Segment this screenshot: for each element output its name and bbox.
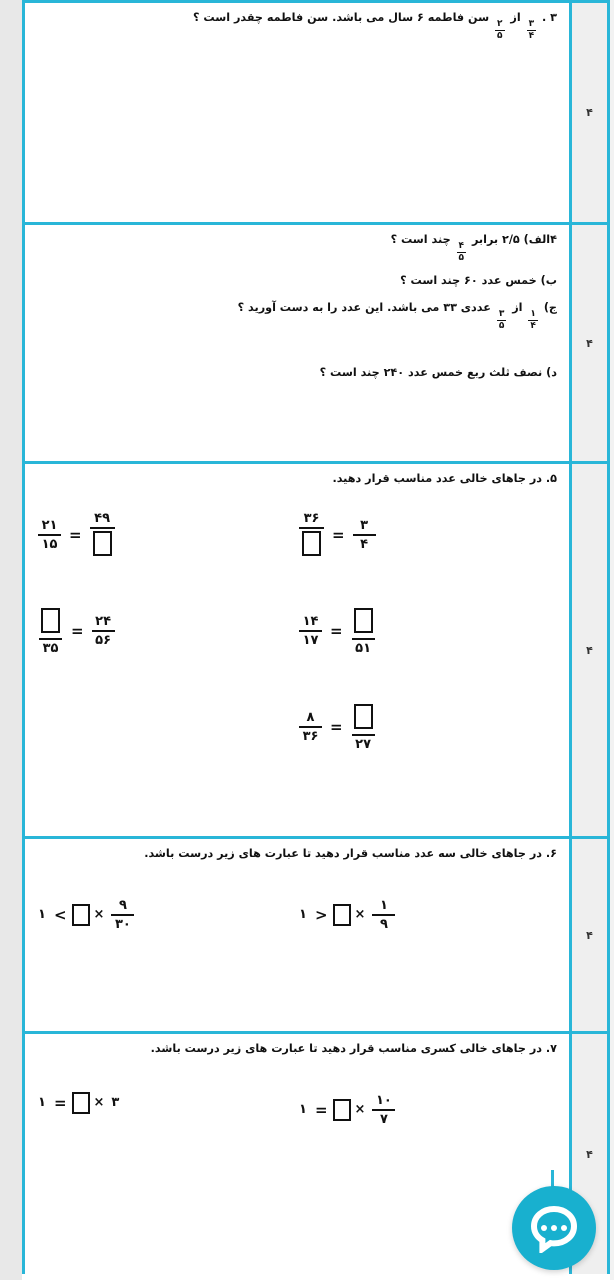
- part-label: د): [546, 365, 557, 379]
- fraction-numerator: ۱۰: [375, 1092, 392, 1108]
- question-3-connector: از: [510, 11, 521, 24]
- left-fraction: [92, 613, 115, 649]
- right-fraction: [299, 709, 322, 745]
- equation-7-1-left: [296, 1092, 398, 1128]
- question-7-heading: ۷. در جاهای خالی کسری مناسب قرار دهید تا عبارت های زیر درست باشد.: [150, 1042, 557, 1055]
- question-3-tail: سن فاطمه ۶ سال می باشد. سن فاطمه چقدر است ؟: [192, 11, 490, 24]
- equation-cell-right: [35, 1092, 296, 1114]
- blank-box[interactable]: [354, 608, 373, 633]
- equation-6-1-right: [35, 897, 137, 933]
- equation-cell-right: [35, 510, 296, 561]
- fraction-numerator-blank: [351, 702, 376, 734]
- equals-sign: =: [332, 526, 345, 545]
- question-5-equation-row-2: [35, 606, 557, 657]
- fraction-numerator: ۲۱: [41, 518, 58, 534]
- question-5-equation-row-3: [35, 702, 557, 753]
- equation-6-1-left: [296, 897, 398, 933]
- right-fraction: [38, 517, 61, 553]
- fraction-numerator: ۲: [497, 19, 503, 30]
- question-4-part-a: [35, 232, 557, 263]
- part-text-pre: ۲/۵ برابر: [471, 233, 520, 246]
- question-4-part-d: [35, 365, 557, 382]
- fraction-denominator: ۵: [498, 320, 505, 331]
- equation-result: ۱: [38, 907, 46, 923]
- part-label: ب): [540, 274, 557, 288]
- fraction-numerator: ۲۴: [95, 614, 112, 630]
- equals-sign: =: [314, 1100, 328, 1119]
- question-6-score: ۴: [569, 839, 607, 1031]
- multiply-sign: ×: [93, 907, 105, 923]
- multiply-sign: ×: [93, 1095, 105, 1111]
- fraction-denominator: ۵: [497, 31, 503, 42]
- equation-cell-left: [296, 606, 557, 657]
- fraction-denominator: ۳۵: [39, 638, 62, 657]
- chat-bubble-dots-icon: [529, 1203, 579, 1253]
- fab-dot: [541, 1225, 547, 1231]
- fraction-denominator: ۵۱: [352, 638, 375, 657]
- fraction-denominator: ۹: [372, 914, 395, 933]
- equation-cell-left: [296, 897, 557, 933]
- question-3-score: ۴: [569, 3, 607, 222]
- left-fraction: [372, 1092, 395, 1128]
- fab-dot: [561, 1225, 567, 1231]
- question-block-4: [22, 222, 610, 461]
- part-text: خمس عدد ۶۰ چند است ؟: [400, 274, 537, 288]
- right-fraction: [38, 606, 63, 657]
- blank-box[interactable]: [333, 904, 351, 926]
- equation-cell-right: [35, 897, 296, 933]
- fraction-denominator: ۳۶: [299, 726, 322, 745]
- question-3-number: ۳ .: [542, 11, 557, 24]
- fraction-denominator: ۴: [528, 31, 535, 42]
- equals-sign: =: [53, 1093, 67, 1112]
- question-4-score: ۴: [569, 225, 607, 461]
- blank-box[interactable]: [354, 704, 373, 729]
- part-text-post: چند است ؟: [390, 233, 451, 246]
- equation-5-2-left: [296, 606, 379, 657]
- question-block-3: [22, 0, 610, 222]
- whole-number: ۳: [111, 1095, 120, 1111]
- fraction-numerator: ۳۶: [303, 510, 320, 526]
- left-fraction: [372, 897, 395, 933]
- multiply-sign: ×: [354, 907, 366, 923]
- fraction-numerator: ۱: [379, 897, 388, 913]
- part-c-fraction-2: [497, 310, 507, 331]
- fraction-numerator: ۳: [528, 19, 535, 30]
- equals-sign: =: [330, 622, 343, 641]
- equation-result: ۱: [38, 1095, 46, 1111]
- question-4-part-c: [35, 300, 557, 331]
- question-5-heading: ۵. در جاهای خالی عدد مناسب قرار دهید.: [332, 472, 557, 485]
- blank-box[interactable]: [72, 904, 90, 926]
- fraction-denominator: ۲۷: [352, 734, 375, 753]
- equals-sign: =: [71, 622, 84, 641]
- page-gutter-right: [610, 0, 614, 1280]
- question-7-body: [25, 1034, 569, 1274]
- question-5-equation-row-1: [35, 510, 557, 561]
- blank-box[interactable]: [41, 608, 60, 633]
- question-6-heading: ۶. در جاهای خالی سه عدد مناسب قرار دهید تا عبارت های زیر درست باشد.: [144, 847, 557, 860]
- question-3-fraction-2: [495, 20, 505, 41]
- worksheet-sheet: [22, 0, 610, 1280]
- question-block-5: [22, 461, 610, 836]
- fraction-numerator-blank: [38, 606, 63, 638]
- blank-box[interactable]: [72, 1092, 90, 1114]
- equation-5-3-left: [296, 702, 379, 753]
- part-label: ج): [543, 300, 557, 314]
- left-fraction: [353, 517, 376, 553]
- equation-cell-left: [296, 1092, 557, 1128]
- right-fraction: [299, 510, 324, 561]
- fab-dots: [541, 1225, 567, 1231]
- question-3-prompt: [35, 10, 557, 41]
- chat-fab-button[interactable]: [512, 1186, 596, 1270]
- part-a-fraction: [457, 242, 467, 263]
- question-5-score: ۴: [569, 464, 607, 836]
- multiply-sign: ×: [354, 1102, 366, 1118]
- relation-sign: >: [314, 905, 328, 924]
- left-fraction: [351, 606, 376, 657]
- equation-result: ۱: [299, 907, 307, 923]
- fraction-numerator: ۸: [306, 710, 315, 726]
- equation-7-1-right: [35, 1092, 122, 1114]
- fraction-numerator: ۳: [360, 518, 369, 534]
- part-c-fraction-1: [528, 310, 538, 331]
- part-c-connector: از: [512, 300, 523, 314]
- fab-dot: [551, 1225, 557, 1231]
- fraction-denominator-blank: [90, 527, 115, 561]
- equation-5-2-right: [35, 606, 118, 657]
- fraction-numerator: ۴۹: [94, 510, 111, 526]
- fraction-denominator: ۷: [372, 1109, 395, 1128]
- question-block-6: [22, 836, 610, 1031]
- fraction-denominator: ۴: [353, 534, 376, 553]
- fraction-numerator: ۴: [458, 241, 465, 252]
- equals-sign: =: [69, 526, 82, 545]
- fraction-numerator: ۱: [530, 308, 536, 319]
- left-fraction: [90, 510, 115, 561]
- equation-5-1-right: [35, 510, 118, 561]
- fraction-numerator-blank: [351, 606, 376, 638]
- fraction-denominator-blank: [299, 527, 324, 561]
- equals-sign: =: [330, 718, 343, 737]
- fraction-denominator: ۳۰: [111, 914, 134, 933]
- page-gutter-left: [0, 0, 22, 1280]
- left-fraction: [111, 897, 134, 933]
- fraction-denominator: ۱۷: [299, 630, 322, 649]
- part-text-post: عددی ۳۳ می باشد. این عدد را به دست آورید ؟: [237, 300, 491, 314]
- fraction-denominator: ۱۵: [38, 534, 61, 553]
- blank-box[interactable]: [333, 1099, 351, 1121]
- question-7-score: ۴: [569, 1034, 607, 1274]
- relation-sign: <: [53, 905, 67, 924]
- equation-5-1-left: [296, 510, 379, 561]
- fraction-denominator: ۴: [530, 320, 536, 331]
- fraction-numerator: ۱۴: [302, 614, 319, 630]
- blank-box[interactable]: [302, 531, 321, 556]
- right-fraction: [299, 613, 322, 649]
- question-4-part-b: [35, 273, 557, 290]
- question-3-body: [25, 3, 569, 222]
- fraction-numerator: ۳: [498, 308, 505, 319]
- question-6-body: [25, 839, 569, 1031]
- question-6-equation-row-1: [35, 897, 557, 933]
- fraction-denominator: ۵: [458, 253, 465, 264]
- left-fraction: [351, 702, 376, 753]
- equation-cell-left: [296, 510, 557, 561]
- blank-box[interactable]: [93, 531, 112, 556]
- equation-cell-left: [296, 702, 557, 753]
- question-4-body: [25, 225, 569, 461]
- question-3-fraction-1: [527, 20, 537, 41]
- question-5-body: [25, 464, 569, 836]
- question-7-equation-row-1: [35, 1092, 557, 1128]
- fraction-denominator: ۵۶: [92, 630, 115, 649]
- equation-result: ۱: [299, 1102, 307, 1118]
- part-text: نصف ثلث ربع خمس عدد ۲۴۰ چند است ؟: [319, 365, 543, 379]
- part-label: ۴الف): [523, 233, 557, 246]
- fraction-numerator: ۹: [118, 897, 127, 913]
- equation-cell-right: [35, 606, 296, 657]
